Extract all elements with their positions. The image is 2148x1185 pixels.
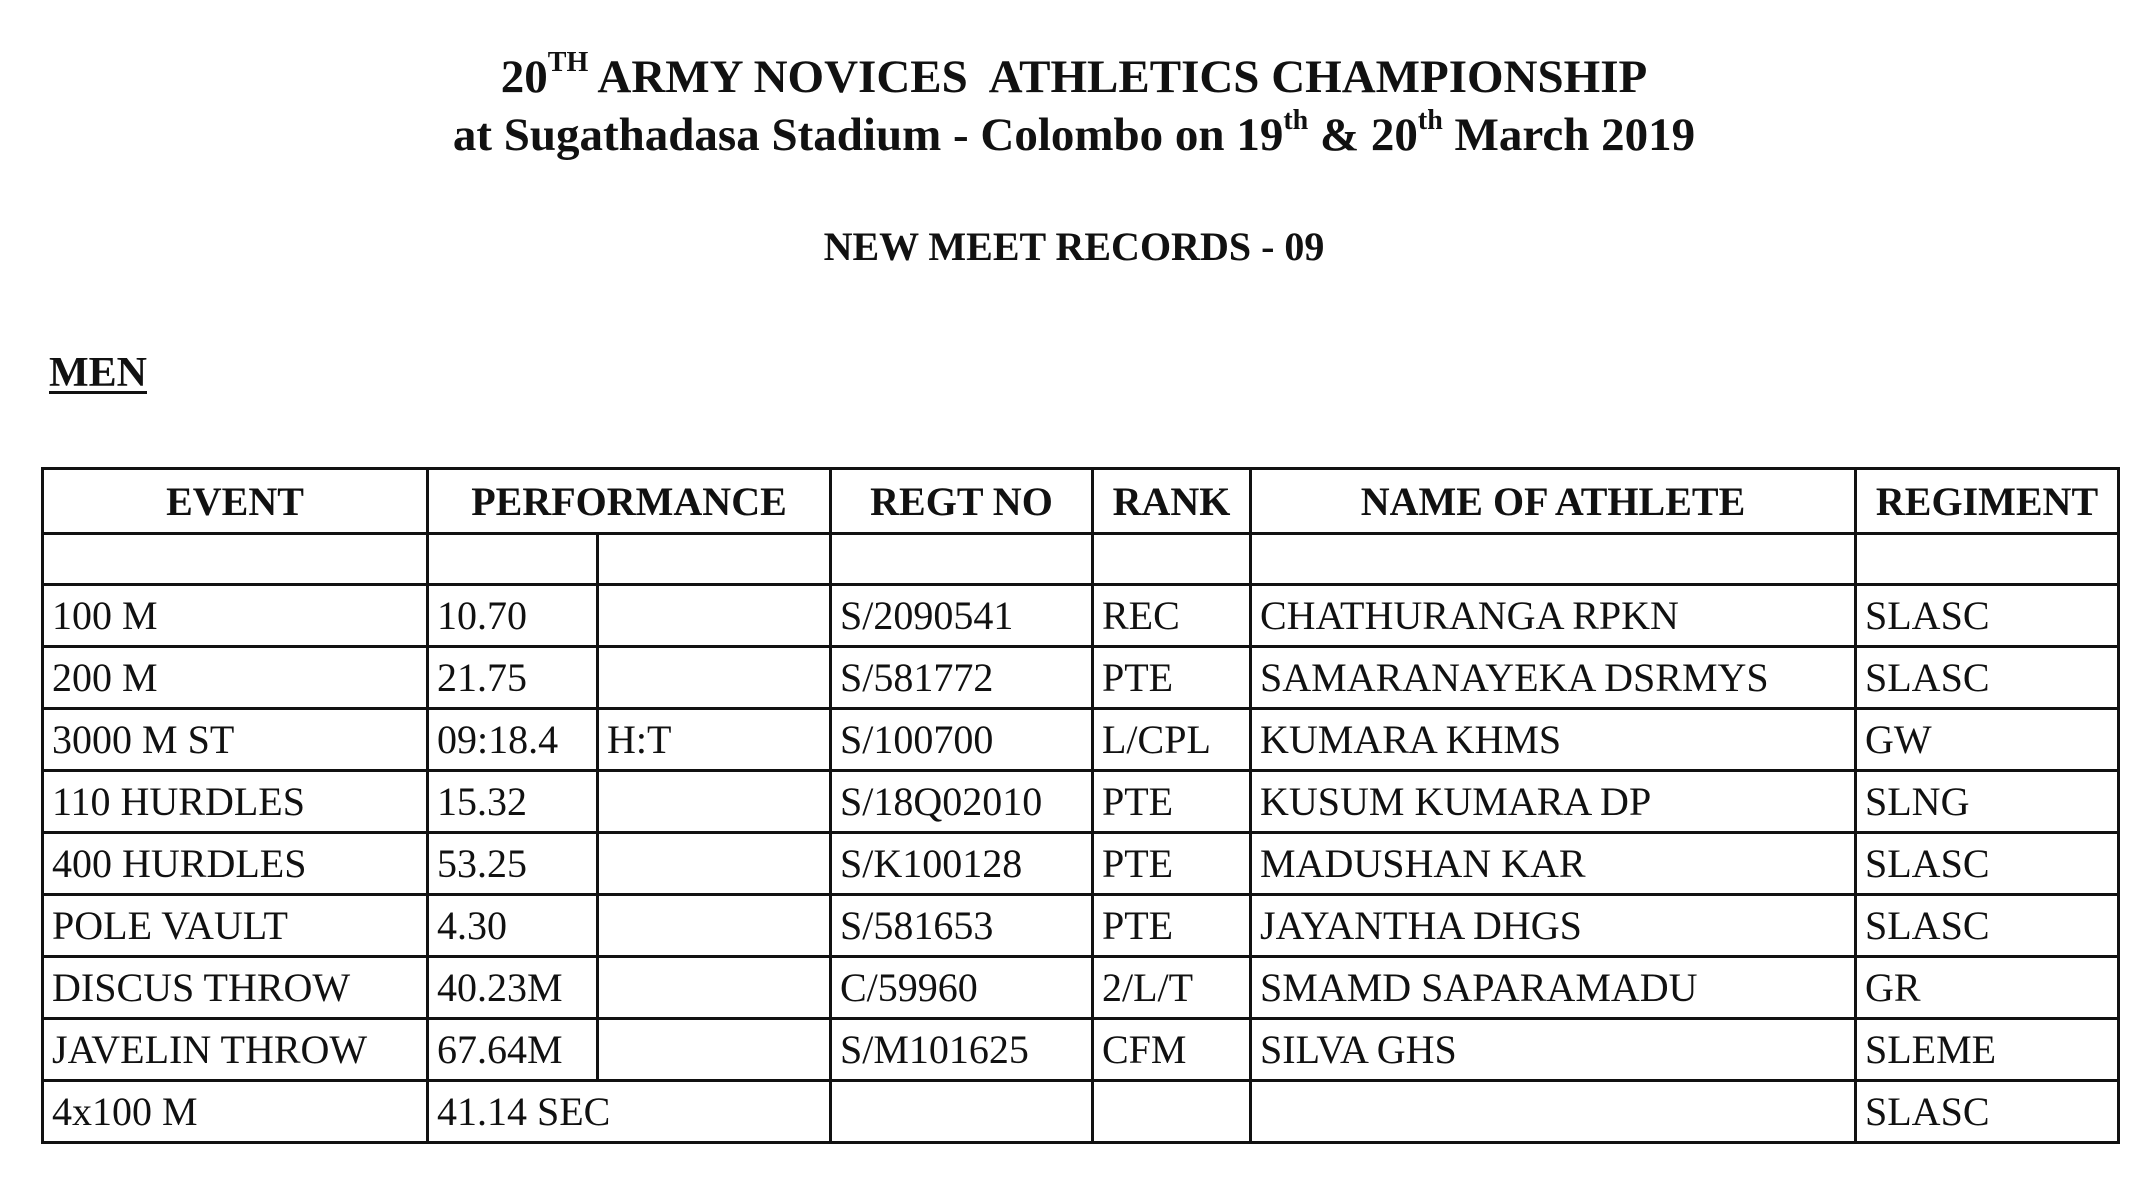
cell-event: 110 HURDLES <box>43 771 428 833</box>
table-row <box>43 895 2119 957</box>
cell-performance: 10.70 <box>428 585 598 647</box>
subtitle-part-3: March 2019 <box>1442 109 1696 161</box>
cell-regt-no: S/K100128 <box>831 833 1093 895</box>
cell-rank <box>1093 1081 1251 1143</box>
cell-regt-no: S/2090541 <box>831 585 1093 647</box>
column-header-event: EVENT <box>43 469 428 534</box>
document-title <box>0 48 2148 106</box>
cell-event: DISCUS THROW <box>43 957 428 1019</box>
cell-athlete-name: SAMARANAYEKA DSRMYS <box>1251 647 1856 709</box>
cell-note: H:T <box>598 709 831 771</box>
cell-note <box>598 833 831 895</box>
cell-rank: PTE <box>1093 771 1251 833</box>
cell-rank: 2/L/T <box>1093 957 1251 1019</box>
cell-performance: 15.32 <box>428 771 598 833</box>
cell-regiment: GR <box>1856 957 2119 1019</box>
cell-performance: 41.14 SEC <box>428 1081 831 1143</box>
cell-athlete-name: KUSUM KUMARA DP <box>1251 771 1856 833</box>
cell-note <box>598 895 831 957</box>
title-text: ARMY NOVICES ATHLETICS CHAMPIONSHIP <box>588 51 1648 103</box>
cell-note <box>598 771 831 833</box>
table-row <box>43 771 2119 833</box>
empty-cell <box>1856 534 2119 585</box>
cell-rank: L/CPL <box>1093 709 1251 771</box>
cell-regiment: SLASC <box>1856 585 2119 647</box>
cell-regt-no <box>831 1081 1093 1143</box>
empty-cell <box>1251 534 1856 585</box>
cell-note <box>598 957 831 1019</box>
column-header-regt-no: REGT NO <box>831 469 1093 534</box>
cell-event: 3000 M ST <box>43 709 428 771</box>
empty-cell <box>831 534 1093 585</box>
cell-regiment: SLASC <box>1856 833 2119 895</box>
table-row <box>43 709 2119 771</box>
cell-event: POLE VAULT <box>43 895 428 957</box>
subtitle-part-1: at Sugathadasa Stadium - Colombo on 19 <box>452 109 1284 161</box>
table-header-row <box>43 469 2119 534</box>
cell-regt-no: S/581772 <box>831 647 1093 709</box>
cell-athlete-name: JAYANTHA DHGS <box>1251 895 1856 957</box>
cell-athlete-name: MADUSHAN KAR <box>1251 833 1856 895</box>
table-row <box>43 957 2119 1019</box>
cell-event: 400 HURDLES <box>43 833 428 895</box>
table-row <box>43 1081 2119 1143</box>
cell-rank: PTE <box>1093 833 1251 895</box>
column-header-regiment: REGIMENT <box>1856 469 2119 534</box>
cell-note <box>598 585 831 647</box>
cell-performance: 40.23M <box>428 957 598 1019</box>
section-heading: MEN <box>49 350 147 396</box>
table-row <box>43 647 2119 709</box>
cell-event: 200 M <box>43 647 428 709</box>
title-ordinal: 20 <box>500 51 548 103</box>
records-table <box>41 467 2120 1144</box>
empty-cell <box>1093 534 1251 585</box>
column-header-performance: PERFORMANCE <box>428 469 831 534</box>
cell-athlete-name: KUMARA KHMS <box>1251 709 1856 771</box>
cell-regt-no: S/100700 <box>831 709 1093 771</box>
cell-performance: 21.75 <box>428 647 598 709</box>
cell-note <box>598 1019 831 1081</box>
cell-regt-no: S/M101625 <box>831 1019 1093 1081</box>
table-row <box>43 585 2119 647</box>
table-row <box>43 1019 2119 1081</box>
cell-regiment: SLASC <box>1856 647 2119 709</box>
cell-regt-no: C/59960 <box>831 957 1093 1019</box>
cell-athlete-name: CHATHURANGA RPKN <box>1251 585 1856 647</box>
cell-event: 100 M <box>43 585 428 647</box>
cell-regt-no: S/18Q02010 <box>831 771 1093 833</box>
cell-regiment: SLASC <box>1856 1081 2119 1143</box>
cell-regt-no: S/581653 <box>831 895 1093 957</box>
cell-performance: 67.64M <box>428 1019 598 1081</box>
cell-regiment: GW <box>1856 709 2119 771</box>
cell-regiment: SLNG <box>1856 771 2119 833</box>
document-subtitle <box>0 106 2148 164</box>
title-ordinal-suffix: TH <box>547 47 589 79</box>
cell-performance: 4.30 <box>428 895 598 957</box>
cell-athlete-name: SMAMD SAPARAMADU <box>1251 957 1856 1019</box>
cell-athlete-name <box>1251 1081 1856 1143</box>
cell-regiment: SLEME <box>1856 1019 2119 1081</box>
records-heading: NEW MEET RECORDS - 09 <box>823 224 1325 269</box>
column-header-rank: RANK <box>1093 469 1251 534</box>
cell-rank: CFM <box>1093 1019 1251 1081</box>
cell-performance: 09:18.4 <box>428 709 598 771</box>
cell-event: 4x100 M <box>43 1081 428 1143</box>
empty-row <box>43 534 2119 585</box>
table-row <box>43 833 2119 895</box>
empty-cell <box>43 534 428 585</box>
cell-note <box>598 647 831 709</box>
subtitle-sup-2: th <box>1417 105 1443 137</box>
cell-athlete-name: SILVA GHS <box>1251 1019 1856 1081</box>
empty-cell <box>428 534 598 585</box>
subtitle-sup-1: th <box>1283 105 1309 137</box>
subtitle-part-2: & 20 <box>1308 109 1418 161</box>
empty-cell <box>598 534 831 585</box>
cell-event: JAVELIN THROW <box>43 1019 428 1081</box>
cell-regiment: SLASC <box>1856 895 2119 957</box>
cell-rank: REC <box>1093 585 1251 647</box>
column-header-name: NAME OF ATHLETE <box>1251 469 1856 534</box>
cell-rank: PTE <box>1093 895 1251 957</box>
cell-performance: 53.25 <box>428 833 598 895</box>
cell-rank: PTE <box>1093 647 1251 709</box>
